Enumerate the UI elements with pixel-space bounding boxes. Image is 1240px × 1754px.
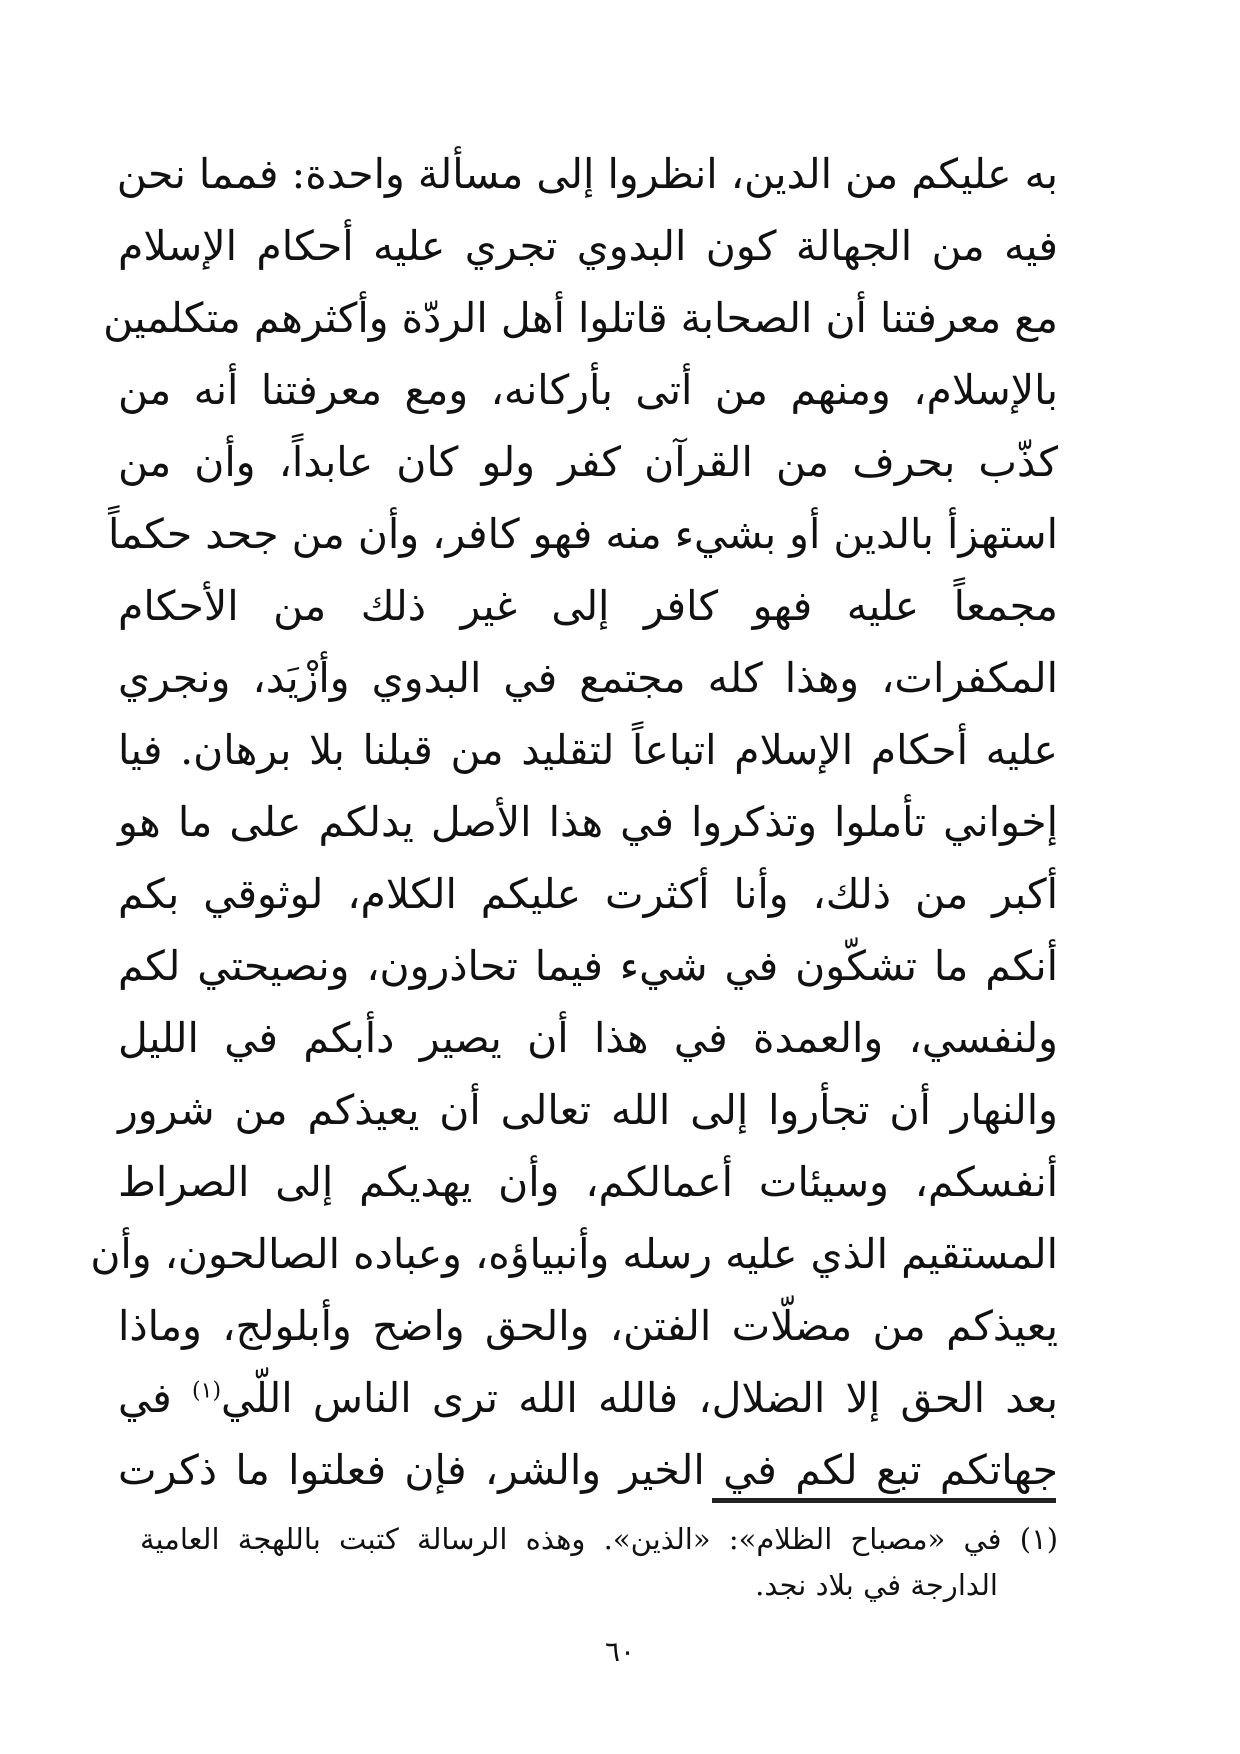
footnote-divider	[712, 1498, 1056, 1503]
footnote-marker: (١)	[1019, 1522, 1059, 1556]
text-line: يعيذكم من مضلّات الفتن، والحق واضح وأبلولج، وماذا	[118, 1302, 1058, 1350]
text-line: أكبر من ذلك، وأنا أكثرت عليكم الكلام، لوثوقي بكم	[118, 870, 1058, 918]
text-segment: بعد الحق إلا الضلال، فالله الله ترى الناس اللّي	[221, 1374, 1058, 1422]
text-line: استهزأ بالدين أو بشيء منه فهو كافر، وأن من جحد حكماً	[108, 510, 1058, 558]
text-line: به عليكم من الدين، انظروا إلى مسألة واحدة: فمما نحن	[116, 150, 1058, 198]
text-line: فيه من الجهالة كون البدوي تجري عليه أحكام الإسلام	[118, 222, 1058, 270]
footnote-item	[140, 1516, 1058, 1562]
text-line: عليه أحكام الإسلام اتباعاً لتقليد من قبلنا بلا برهان. فيا	[118, 726, 1058, 774]
footnote-text: في «مصباح الظلام»: «الذين». وهذه الرسالة كتبت باللهجة العامية	[140, 1522, 1002, 1556]
footnote-reference: (١)	[192, 1378, 222, 1404]
footnote-text-continued: الدارجة في بلاد نجد.	[755, 1568, 998, 1602]
text-line: كذّب بحرف من القرآن كفر ولو كان عابداً، وأن من	[118, 438, 1058, 486]
text-segment: في	[118, 1374, 193, 1422]
text-line-with-footnote	[118, 1362, 1058, 1434]
body-text	[90, 138, 1058, 1506]
text-line: بالإسلام، ومنهم من أتى بأركانه، ومع معرفتنا أنه من	[118, 366, 1058, 414]
text-line: أنفسكم، وسيئات أعمالكم، وأن يهديكم إلى الصراط	[118, 1158, 1058, 1206]
text-line: إخواني تأملوا وتذكروا في هذا الأصل يدلكم على ما هو	[118, 798, 1058, 846]
page-number: ٦٠	[604, 1635, 636, 1668]
text-line: المستقيم الذي عليه رسله وأنبياؤه، وعباده الصالحون، وأن	[90, 1230, 1058, 1278]
text-line: أنكم ما تشكّون في شيء فيما تحاذرون، ونصيحتي لكم	[118, 942, 1058, 990]
text-line: ولنفسي، والعمدة في هذا أن يصير دأبكم في الليل	[118, 1014, 1058, 1062]
text-line: مع معرفتنا أن الصحابة قاتلوا أهل الردّة وأكثرهم متكلمين	[103, 294, 1058, 342]
text-line: المكفرات، وهذا كله مجتمع في البدوي وأزْيَد، ونجري	[118, 654, 1058, 702]
text-line: جهاتكم تبع لكم في الخير والشر، فإن فعلتوا ما ذكرت	[118, 1446, 1058, 1494]
text-line: مجمعاً عليه فهو كافر إلى غير ذلك من الأحكام	[118, 582, 1058, 630]
footnotes	[140, 1516, 1058, 1608]
text-line: والنهار أن تجأروا إلى الله تعالى أن يعيذكم من شرور	[118, 1086, 1058, 1134]
